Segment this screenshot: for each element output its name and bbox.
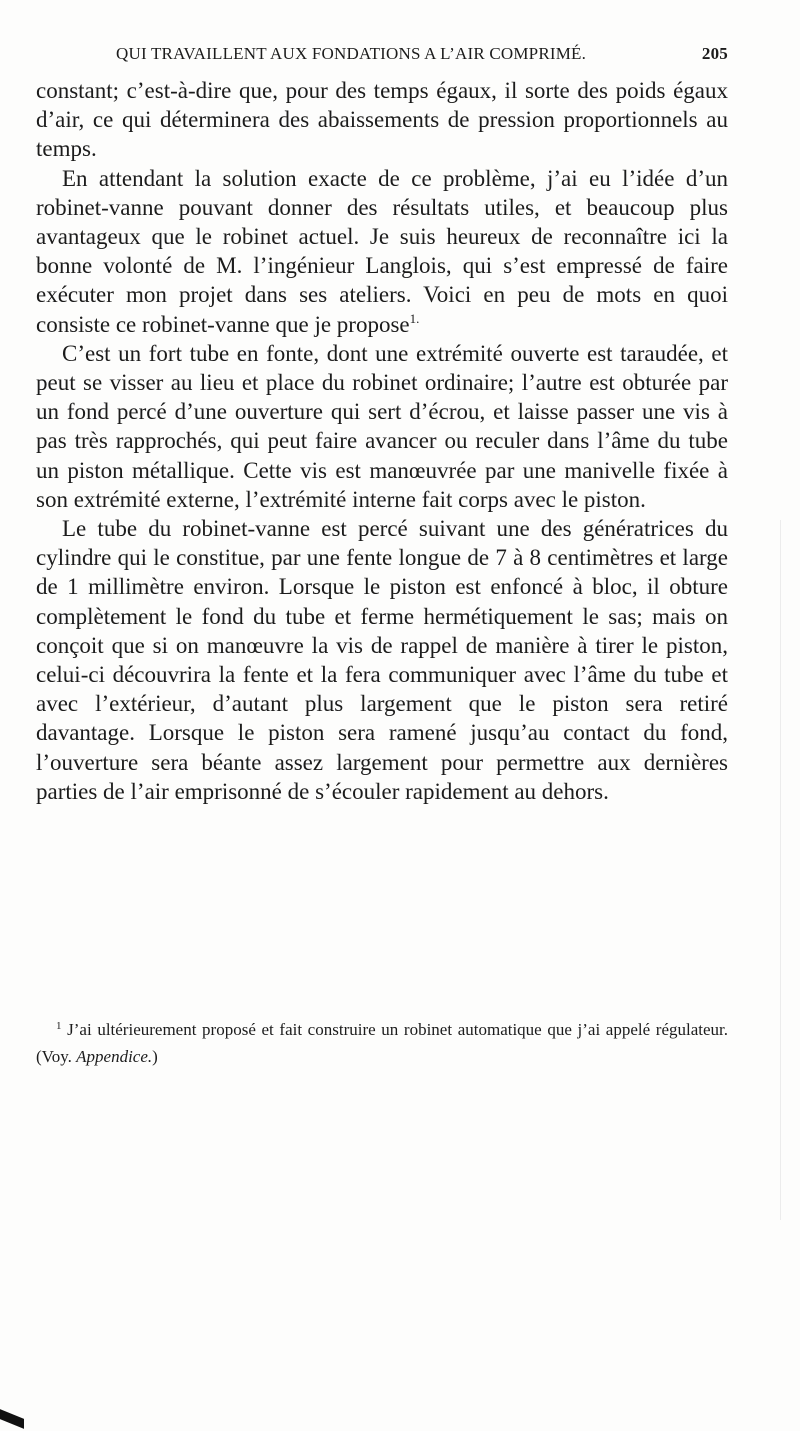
paragraph-2: [36, 164, 728, 339]
scan-edge-mark: [0, 1409, 24, 1429]
footnote-marker: 1: [56, 1020, 62, 1032]
footnote-appendix-ref: Appendice.: [76, 1047, 153, 1066]
footnote: [36, 1016, 728, 1070]
page-edge-shadow: [780, 520, 781, 1220]
paragraph-4: Le tube du robinet-vanne est percé suivant une des génératrices du cylindre qui le constitue, par une fente longue de 7 à 8 centimètres et large de 1 millimètre environ. Lorsque le piston est enfoncé à bloc, il obture complètement le fond du tube et ferme hermétiquement le sas; mais on conçoit que si on manœuvre la vis de rappel de manière à tirer le piston, celui-ci découvrira la fente et la fera communiquer avec l’âme du tube et avec l’extérieur, d’autant plus largement que le piston sera retiré davantage. Lorsque le piston sera ramené jusqu’au contact du fond, l’ouverture sera béante assez largement pour permettre aux dernières parties de l’air emprisonné de s’écouler rapidement au dehors.: [36, 516, 728, 804]
body-text: [36, 76, 728, 806]
footnote-reference: 1.: [409, 310, 420, 326]
paragraph-1: constant; c’est-à-dire que, pour des temps égaux, il sorte des poids égaux d’air, ce qui déterminera des abaissements de pression proportionnels au temps.: [36, 78, 728, 162]
paragraph-2-text: En attendant la solution exacte de ce problème, j’ai eu l’idée d’un robinet-vanne pouvant donner des résultats utiles, et beaucoup plus avantageux que le robinet actuel. Je suis heureux de reconnaître ici la bonne volonté de M. l’ingénieur Langlois, qui s’est empressé de faire exécuter mon projet dans ses ateliers. Voici en peu de mots en quoi consiste ce robinet-vanne que je propose: [36, 165, 728, 337]
footnote-text: J’ai ultérieurement proposé et fait construire un robinet automatique que j’ai appelé régulateur. (Voy.: [36, 1020, 729, 1066]
footnote-close: ): [152, 1047, 158, 1066]
running-title: QUI TRAVAILLENT AUX FONDATIONS A L’AIR COMPRIMÉ.: [116, 44, 587, 63]
page-number: 205: [701, 44, 728, 63]
paragraph-3: C’est un fort tube en fonte, dont une extrémité ouverte est taraudée, et peut se visser au lieu et place du robinet ordinaire; l’autre est obturée par un fond percé d’une ouverture qui sert d’écrou, et laisse passer une vis à pas très rapprochés, qui peut faire avancer ou reculer dans l’âme du tube un piston métallique. Cette vis est manœuvrée par une manivelle fixée à son extrémité externe, l’extrémité interne fait corps avec le piston.: [36, 340, 728, 512]
